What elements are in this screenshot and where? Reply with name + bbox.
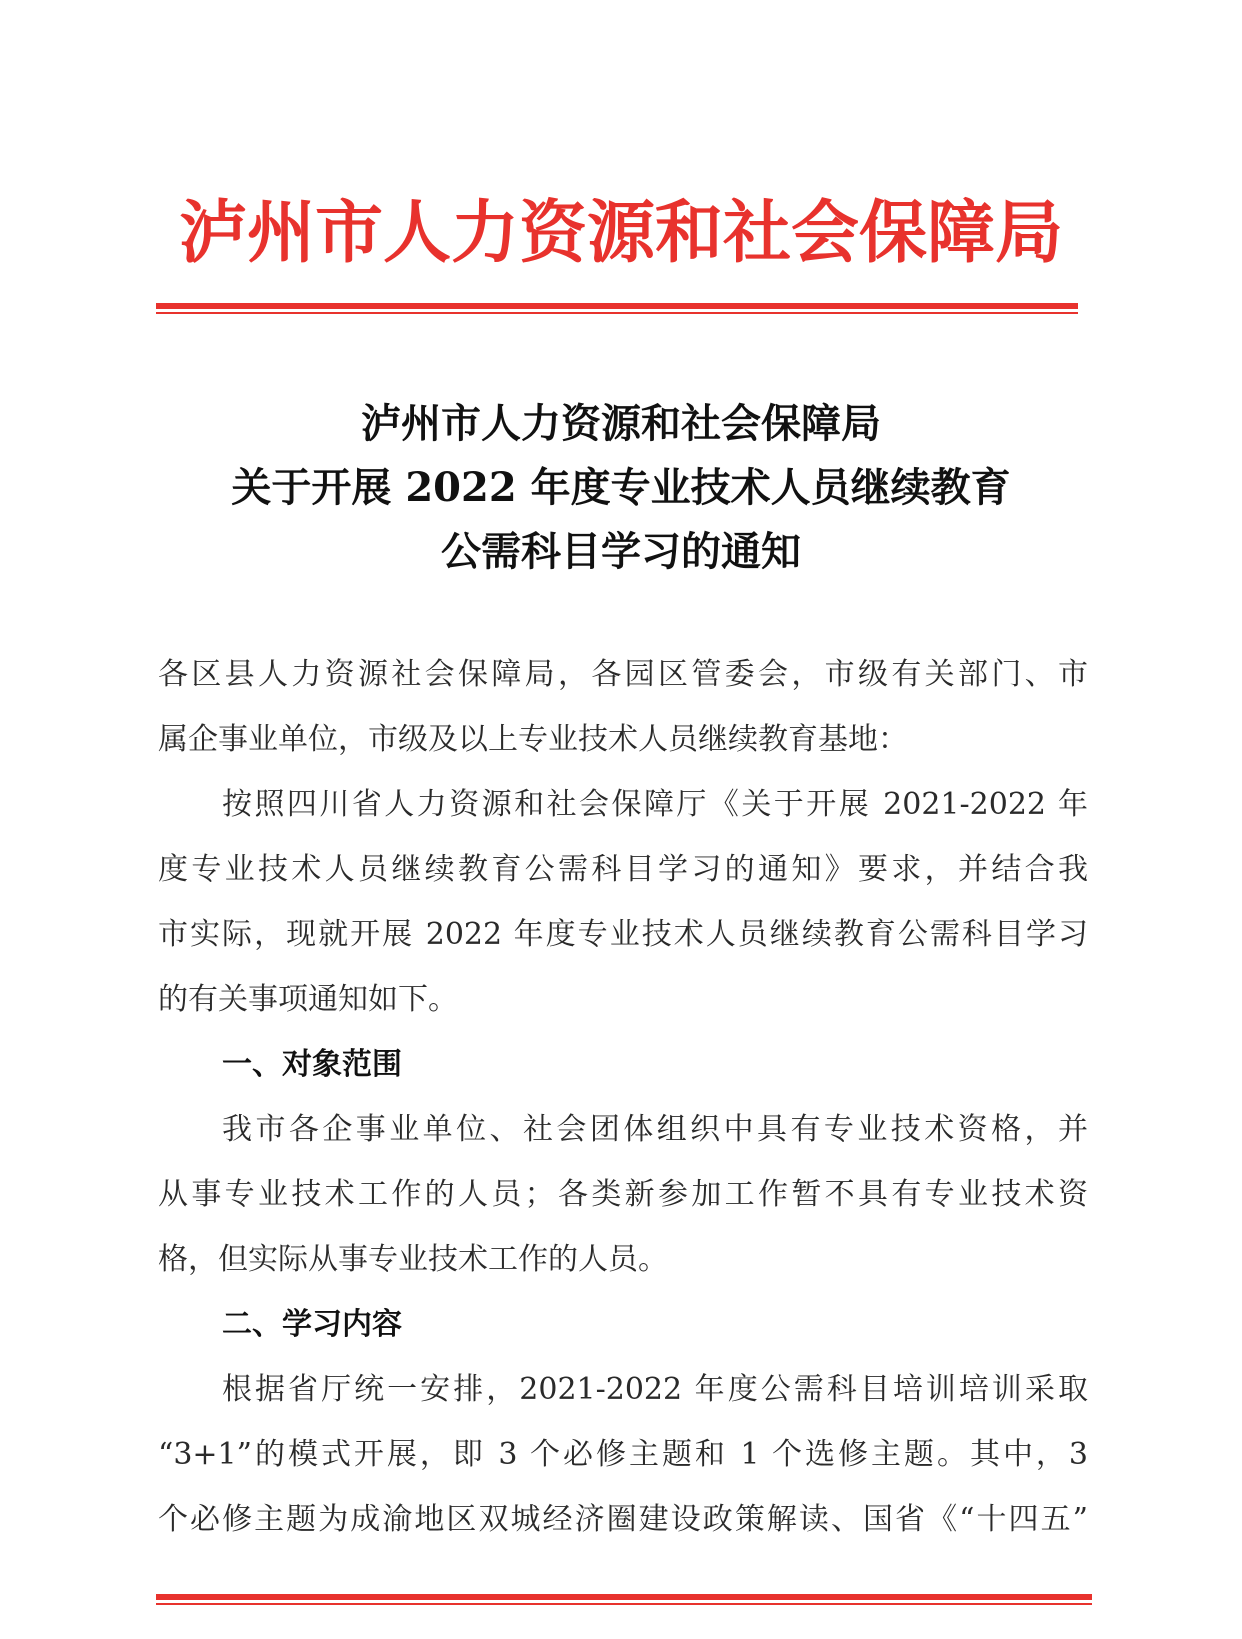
section-heading-1: 一、对象范围 [222, 1047, 402, 1082]
intro-line-3: 市实际，现就开展 2022 年度专业技术人员继续教育公需科目学习 [158, 917, 1088, 952]
content-line-2: “3+1”的模式开展，即 3 个必修主题和 1 个选修主题。其中，3 [158, 1437, 1088, 1472]
title-line-3: 公需科目学习的通知 [441, 528, 801, 575]
title-line-2: 关于开展 2022 年度专业技术人员继续教育 [231, 464, 1011, 511]
masthead-divider [156, 303, 1078, 314]
title-line-1: 泸州市人力资源和社会保障局 [361, 400, 881, 447]
intro-line-2: 度专业技术人员继续教育公需科目学习的通知》要求，并结合我 [158, 852, 1088, 887]
scope-line-3: 格，但实际从事专业技术工作的人员。 [158, 1242, 668, 1277]
masthead-title: 泸州市人力资源和社会保障局 [178, 193, 1063, 273]
content-line-1: 根据省厅统一安排，2021-2022 年度公需科目培训培训采取 [222, 1372, 1088, 1407]
salutation-line-2: 属企事业单位，市级及以上专业技术人员继续教育基地： [158, 722, 908, 757]
content-line-3: 个必修主题为成渝地区双城经济圈建设政策解读、国省《“十四五” [158, 1502, 1088, 1537]
document-body [158, 642, 1088, 1552]
footer-divider [156, 1594, 1092, 1605]
section-heading-2: 二、学习内容 [222, 1307, 402, 1342]
document-title [0, 392, 1242, 584]
salutation-line-1: 各区县人力资源社会保障局，各园区管委会，市级有关部门、市 [158, 657, 1088, 692]
intro-line-1: 按照四川省人力资源和社会保障厅《关于开展 2021-2022 年 [222, 787, 1088, 822]
scope-line-2: 从事专业技术工作的人员；各类新参加工作暂不具有专业技术资 [158, 1177, 1088, 1212]
intro-line-4: 的有关事项通知如下。 [158, 982, 458, 1017]
scope-line-1: 我市各企事业单位、社会团体组织中具有专业技术资格，并 [222, 1112, 1088, 1147]
